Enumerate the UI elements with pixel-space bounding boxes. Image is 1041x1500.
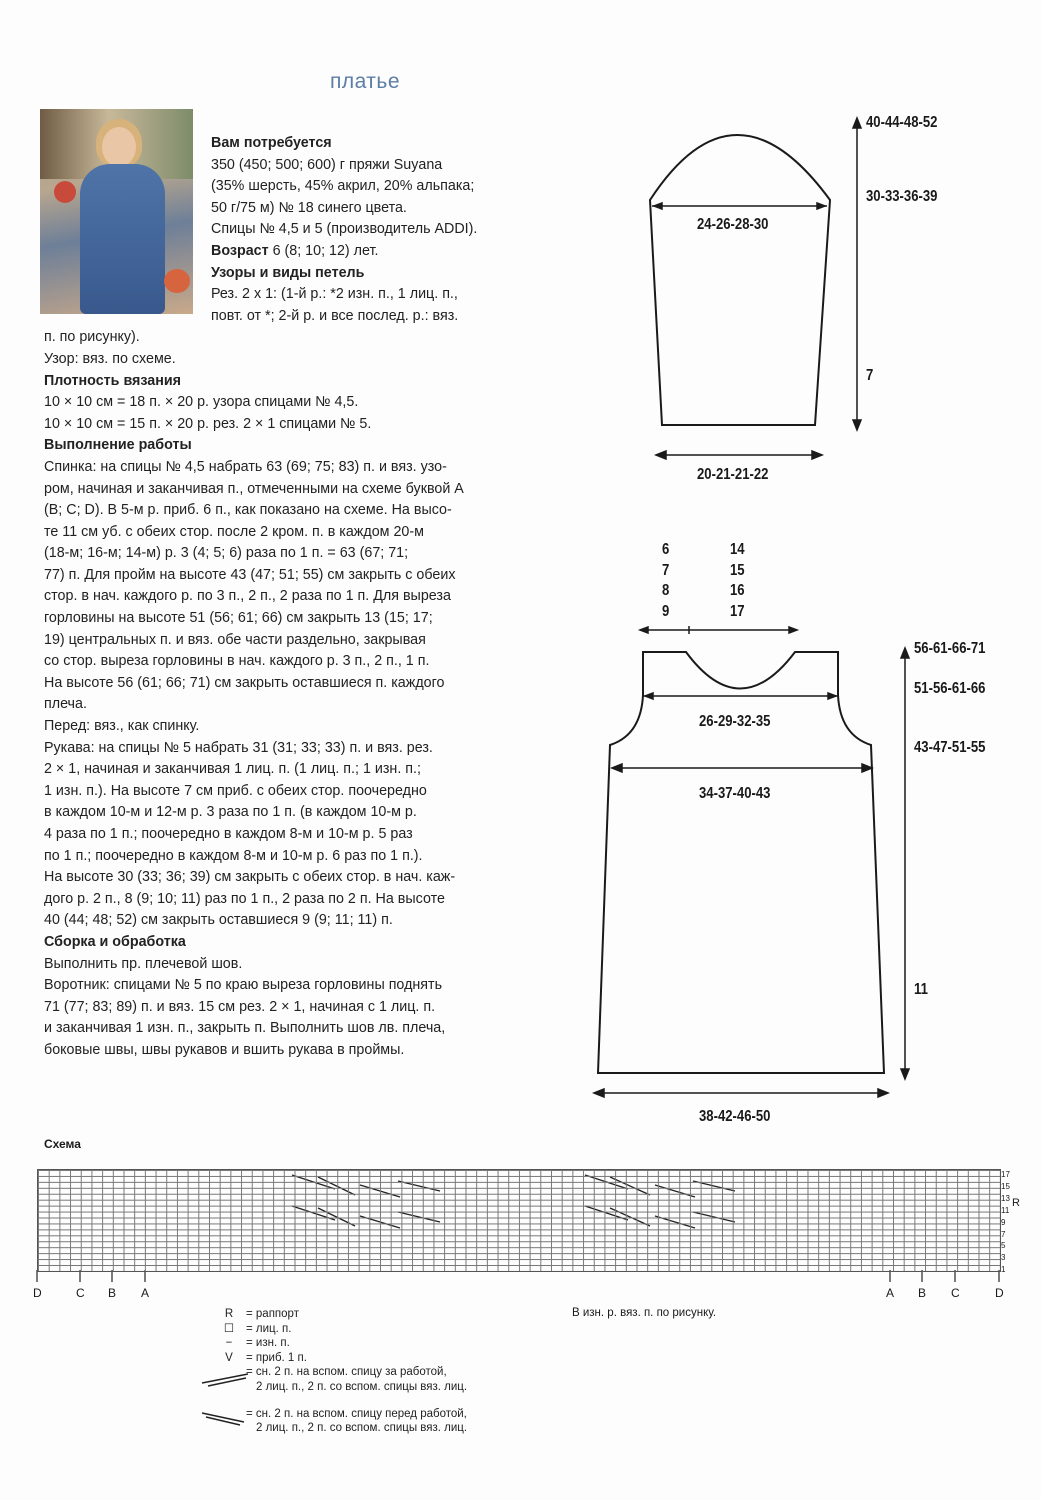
text-line: Спинка: на спицы № 4,5 набрать 63 (69; 75; 83) п. и вяз. узо- (44, 458, 447, 475)
schema-title: Схема (44, 1137, 81, 1151)
text-line: п. по рисунку). (44, 329, 140, 346)
sleeve-outline (650, 135, 830, 425)
letter-c-right: C (951, 1286, 960, 1300)
row-number: 3 (1001, 1253, 1006, 1263)
bottom-width-dim: 38-42-46-50 (699, 1108, 771, 1125)
text-line: Узоры и виды петель (211, 264, 365, 281)
legend-cable-front: = сн. 2 п. на вспом. спицу перед работой, (246, 1407, 467, 1420)
total-height-dim: 56-61-66-71 (914, 640, 986, 657)
text-line: (35% шерсть, 45% акрил, 20% альпака; (211, 178, 475, 195)
text-line: дого р. 2 п., 8 (9; 10; 11) раз по 1 п., 2 раза по 2 п. На высоте (44, 890, 445, 907)
hem-height-dim: 11 (914, 981, 928, 998)
text-line: 1 изн. п.). На высоте 7 см приб. с обеих стор. поочередно (44, 782, 427, 799)
text-line: Выполнить пр. плечевой шов. (44, 955, 243, 972)
text-line: На высоте 30 (33; 36; 39) см закрыть с обеих стор. в нач. каж- (44, 869, 456, 886)
neck-height-dim: 51-56-61-66 (914, 680, 986, 697)
legend-purl: − = изн. п. (225, 1337, 290, 1350)
sleeve-cuff-dim: 7 (866, 367, 874, 384)
shoulder-width-dim: 26-29-32-35 (699, 713, 771, 730)
text-line: 10 × 10 см = 18 п. × 20 р. узора спицами № 4,5. (44, 394, 359, 411)
text-line: 350 (450; 500; 600) г пряжи Suyana (211, 156, 443, 173)
text-line: 19) центральных п. и вяз. обе части раздельно, закрывая (44, 631, 426, 648)
row-number: 5 (1001, 1241, 1006, 1251)
text-line: Выполнение работы (44, 437, 192, 454)
text-line: по 1 п.; поочередно в каждом 8-м и 10-м р. 6 раз по 1 п.). (44, 847, 423, 864)
text-line: стор. в нач. каждого р. по 3 п., 2 п., 2 раза по 1 п. Для выреза (44, 588, 451, 605)
chart-legend (216, 1307, 467, 1436)
text-line: Рез. 2 х 1: (1-й р.: *2 изн. п., 1 лиц. п., (211, 286, 458, 303)
text-line: На высоте 56 (61; 66; 71) см закрыть оставшиеся п. каждого (44, 674, 445, 691)
letter-a-left: A (141, 1286, 150, 1300)
armhole-height-dim: 43-47-51-55 (914, 739, 986, 756)
letter-d-left: D (33, 1286, 42, 1300)
text-line: (В; С; D). В 5-м р. приб. 6 п., как показано на схеме. На высо- (44, 502, 452, 519)
letter-c-left: C (76, 1286, 85, 1300)
text-line: Возраст 6 (8; 10; 12) лет. (211, 242, 379, 259)
text-line: Вам потребуется (211, 135, 332, 151)
text-line: Перед: вяз., как спинку. (44, 718, 200, 735)
row-number: 1 (1001, 1265, 1006, 1275)
repeat-label: R (1012, 1197, 1020, 1209)
text-line: Плотность вязания (44, 372, 182, 389)
text-line: 10 × 10 см = 15 п. × 20 р. рез. 2 × 1 спицами № 5. (44, 415, 372, 432)
chest-width-dim: 34-37-40-43 (699, 785, 771, 802)
text-line: горловины на высоте 51 (56; 61; 66) см закрыть 13 (15; 17; (44, 610, 433, 627)
legend-increase: V = приб. 1 п. (225, 1351, 307, 1364)
letter-d-right: D (995, 1286, 1004, 1300)
legend-knit: ☐ = лиц. п. (223, 1322, 292, 1335)
sleeve-width-dim: 24-26-28-30 (697, 216, 769, 233)
letter-a-right: A (886, 1286, 895, 1300)
text-line: и заканчивая 1 изн. п., закрыть п. Выполнить шов лв. плеча, (44, 1020, 446, 1037)
row-number: 7 (1001, 1229, 1006, 1239)
text-line: 50 г/75 м) № 18 синего цвета. (211, 199, 407, 216)
text-line: 77) п. Для пройм на высоте 43 (47; 51; 55) см закрыть с обеих (44, 566, 456, 583)
row-number: 9 (1001, 1217, 1006, 1227)
row-numbers (1001, 1169, 1010, 1276)
text-line: ром, начиная и заканчивая п., отмеченными на схеме буквой А (44, 480, 464, 497)
row-number: 17 (1001, 1170, 1010, 1179)
legend-repeat: R = раппорт (224, 1308, 299, 1320)
legend-cable-front-2: 2 лиц. п., 2 п. со вспом. спицы вяз. лиц. (256, 1422, 468, 1435)
text-line: 40 (44; 48; 52) см закрыть оставшиеся 9 (9; 11; 11) п. (44, 912, 393, 929)
text-line: (18-м; 16-м; 14-м) р. 3 (4; 5; 6) раза по 1 п. = 63 (67; 71; (44, 545, 409, 562)
text-line: Спицы № 4,5 и 5 (производитель ADDI). (211, 221, 478, 238)
text-line: Воротник: спицами № 5 по краю выреза горловины поднять (44, 977, 443, 994)
text-line: боковые швы, швы рукавов и вшить рукава в проймы. (44, 1041, 405, 1058)
stitch-chart-grid (37, 1169, 1001, 1272)
letter-b-left: B (108, 1286, 117, 1300)
text-line: в каждом 10-м и 12-м р. 3 раза по 1 п. (в каждом 10-м р. (44, 804, 417, 821)
legend-cable-back: = сн. 2 п. на вспом. спицу за работой, (246, 1366, 447, 1379)
text-line: плеча. (44, 696, 87, 713)
chart-note: В изн. р. вяз. п. по рисунку. (572, 1307, 717, 1319)
text-line: 4 раза по 1 п.; поочередно в каждом 8-м и 10-м р. 5 раз (44, 826, 413, 842)
page-title: платье (329, 70, 401, 93)
neck-right-dim: 14 15 16 17 (730, 541, 745, 620)
legend-cable-back-2: 2 лиц. п., 2 п. со вспом. спицы вяз. лиц. (256, 1380, 468, 1393)
text-line: со стор. выреза горловины в нач. каждого р. 3 п., 2 п., 1 п. (44, 653, 430, 670)
row-number: 11 (1001, 1205, 1010, 1215)
row-number: 13 (1001, 1193, 1010, 1203)
sleeve-bottom-dim: 20-21-21-22 (697, 466, 769, 483)
text-line: Сборка и обработка (44, 933, 186, 950)
sleeve-cap-dim: 30-33-36-39 (866, 188, 938, 205)
text-line: повт. от *; 2-й р. и все послед. р.: вяз. (211, 307, 459, 324)
neck-left-dim: 6 7 8 9 (662, 541, 670, 620)
text-line: те 11 см уб. с обеих стор. после 2 кром. п. в каждом 20-м (44, 523, 424, 540)
text-line: 2 × 1, начиная и заканчивая 1 лиц. п. (1 лиц. п.; 1 изн. п.; (44, 761, 421, 778)
text-line: 71 (77; 83; 89) п. и вяз. 15 см рез. 2 × 1, начиная с 1 лиц. п. (44, 998, 436, 1015)
row-number: 15 (1001, 1181, 1010, 1191)
text-line: Рукава: на спицы № 5 набрать 31 (31; 33; 33) п. и вяз. рез. (44, 739, 433, 756)
letter-b-right: B (918, 1286, 927, 1300)
text-line: Узор: вяз. по схеме. (44, 350, 176, 367)
sleeve-top-dim: 40-44-48-52 (866, 114, 938, 131)
